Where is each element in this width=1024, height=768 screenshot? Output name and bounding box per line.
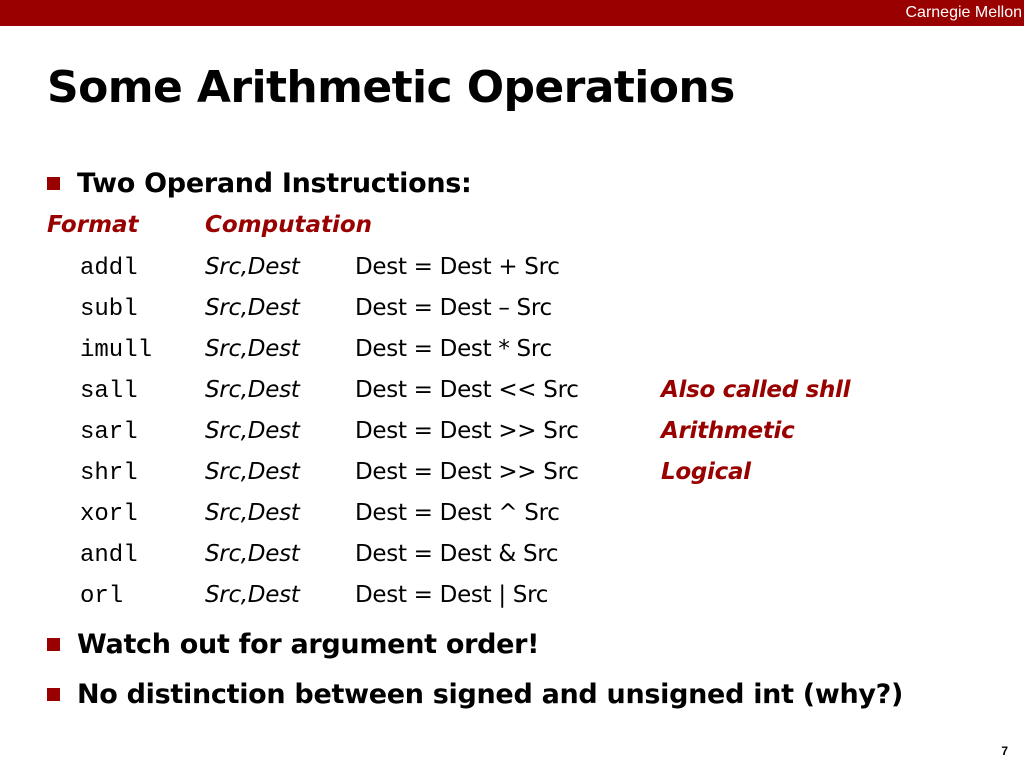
computation: Dest = Dest | Src [355, 582, 549, 608]
operands: Src,Dest [205, 377, 300, 403]
computation: Dest = Dest >> Src [355, 418, 579, 444]
table-row [0, 502, 1024, 532]
table-row [0, 584, 1024, 614]
computation: Dest = Dest * Src [355, 336, 552, 362]
square-bullet-icon [47, 688, 60, 701]
brand-label: Carnegie Mellon [905, 4, 1022, 21]
header-format: Format [47, 212, 139, 238]
computation: Dest = Dest – Src [355, 295, 552, 321]
operands: Src,Dest [205, 582, 300, 608]
computation: Dest = Dest & Src [355, 541, 559, 567]
table-row [0, 338, 1024, 368]
note: Arithmetic [661, 418, 795, 444]
bullet-signed-unsigned [47, 681, 903, 708]
mnemonic: addl [80, 255, 138, 282]
mnemonic: subl [80, 296, 138, 323]
operands: Src,Dest [205, 418, 300, 444]
bullet-text: Two Operand Instructions: [77, 168, 472, 199]
header-computation: Computation [205, 212, 373, 238]
operands: Src,Dest [205, 295, 300, 321]
mnemonic: xorl [80, 501, 138, 528]
bullet-text: Watch out for argument order! [77, 629, 540, 660]
mnemonic: shrl [80, 460, 138, 487]
table-row [0, 420, 1024, 450]
bullet-text: No distinction between signed and unsigned int (why?) [77, 679, 904, 710]
mnemonic: orl [80, 583, 124, 610]
computation: Dest = Dest + Src [355, 254, 560, 280]
table-row [0, 379, 1024, 409]
bullet-argument-order [47, 631, 539, 658]
operands: Src,Dest [205, 336, 300, 362]
note: Also called shll [661, 377, 851, 403]
table-row [0, 461, 1024, 491]
table-row [0, 297, 1024, 327]
table-row [0, 256, 1024, 286]
mnemonic: andl [80, 542, 138, 569]
square-bullet-icon [47, 638, 60, 651]
note: Logical [661, 459, 751, 485]
table-row [0, 543, 1024, 573]
mnemonic: sall [80, 378, 138, 405]
slide-title: Some Arithmetic Operations [47, 62, 735, 113]
operands: Src,Dest [205, 459, 300, 485]
operands: Src,Dest [205, 541, 300, 567]
computation: Dest = Dest >> Src [355, 459, 579, 485]
operands: Src,Dest [205, 254, 300, 280]
operands: Src,Dest [205, 500, 300, 526]
mnemonic: imull [80, 337, 153, 364]
computation: Dest = Dest ^ Src [355, 500, 560, 526]
page-number: 7 [1001, 744, 1008, 758]
mnemonic: sarl [80, 419, 138, 446]
computation: Dest = Dest << Src [355, 377, 579, 403]
